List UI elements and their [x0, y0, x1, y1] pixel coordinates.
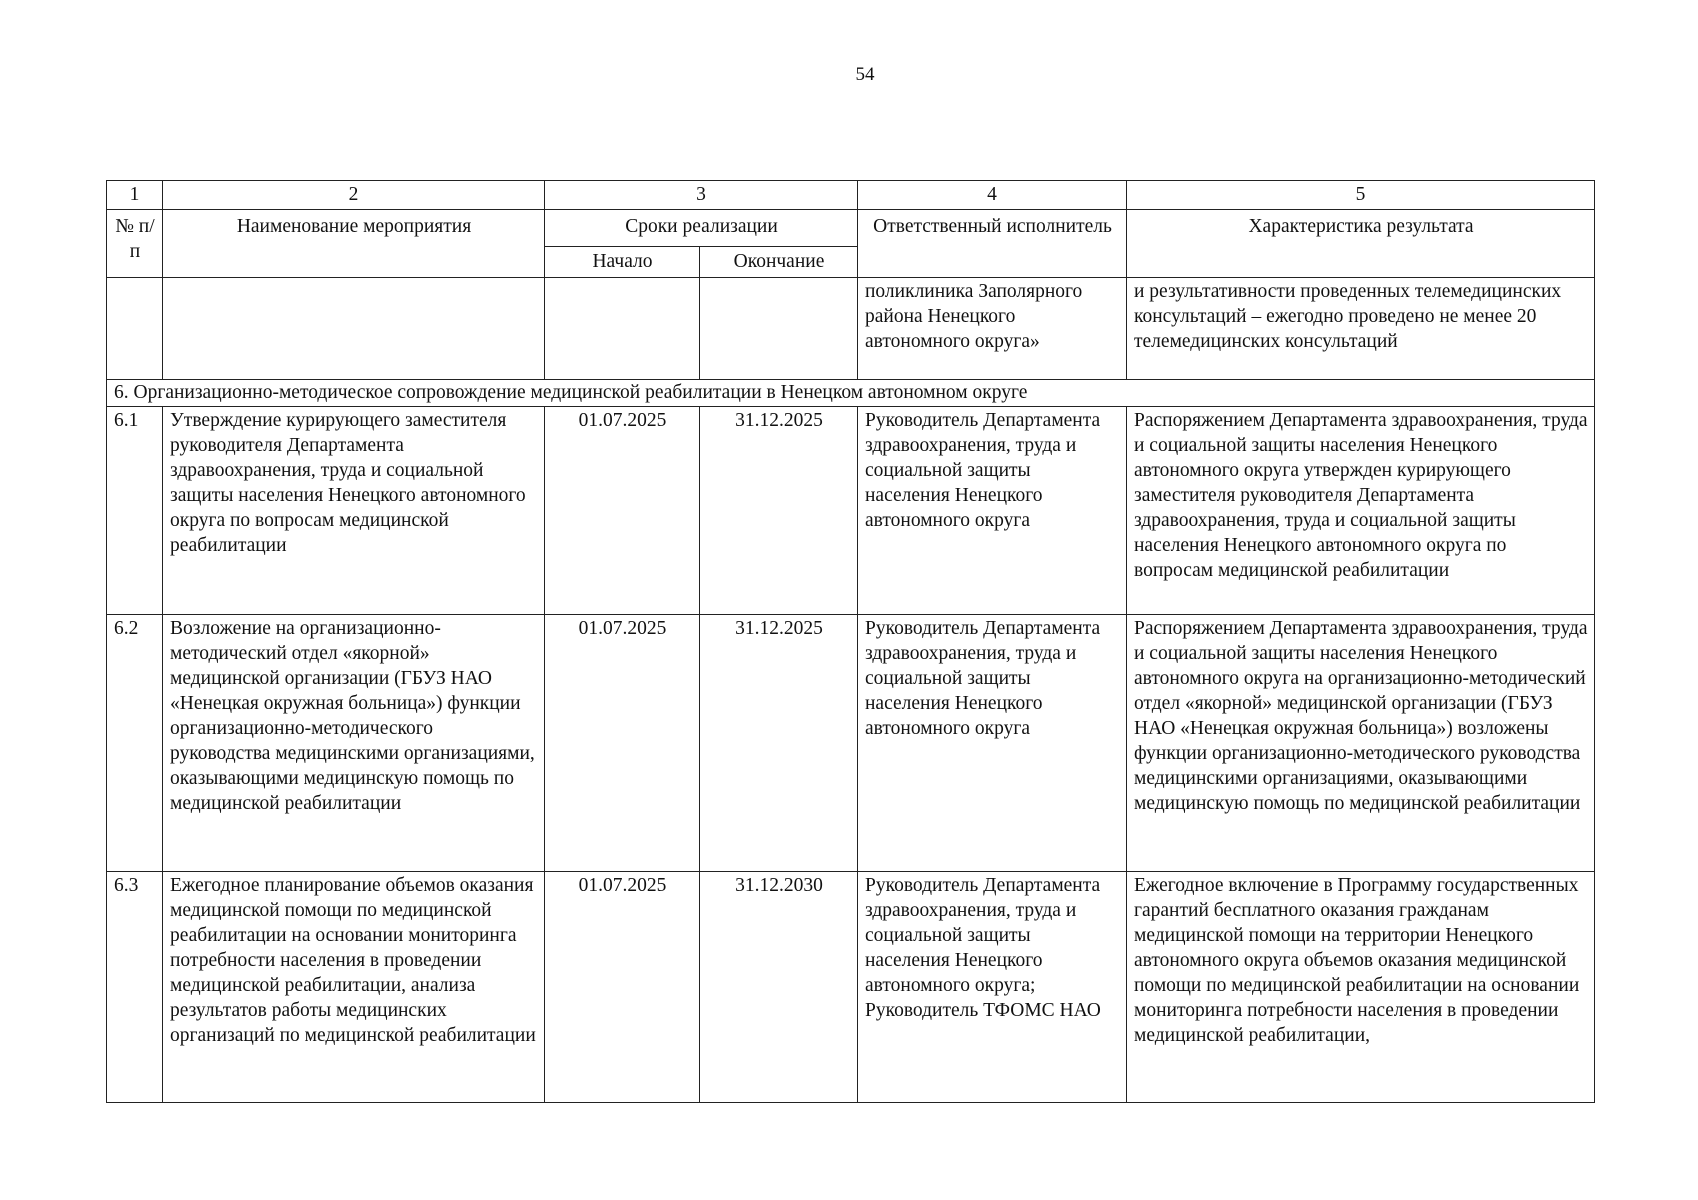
cell-responsible: Руководитель Департамента здравоохранения, труда и социальной защиты населения Ненецкого автономного округа; Руководитель ТФОМС НАО — [858, 872, 1127, 1103]
column-number-1: 1 — [107, 181, 163, 210]
cell-start: 01.07.2025 — [545, 872, 700, 1103]
cell-end: 31.12.2025 — [700, 407, 858, 615]
cell-result: и результативности проведенных телемедицинских консультаций – ежегодно проведено не менее 20 телемедицинских консультаций — [1127, 278, 1595, 380]
header-row — [107, 210, 1595, 247]
cell-responsible: поликлиника Заполярного района Ненецкого автономного округа» — [858, 278, 1127, 380]
activities-table — [106, 180, 1595, 1103]
cell-result: Распоряжением Департамента здравоохранения, труда и социальной защиты населения Ненецкого автономного округа утвержден курирующего заместителя руководителя Департамента здравоохранения, труда и социальной защиты населения Ненецкого автономного округа по вопросам медицинской реабилитации — [1127, 407, 1595, 615]
header-num: № п/п — [107, 210, 163, 278]
cell-end: 31.12.2025 — [700, 615, 858, 872]
table-row-continuation — [107, 278, 1595, 380]
cell-name: Ежегодное планирование объемов оказания медицинской помощи по медицинской реабилитации на основании мониторинга потребности населения в проведении медицинской реабилитации, анализа результатов работы медицинских организаций по медицинской реабилитации — [163, 872, 545, 1103]
cell-start — [545, 278, 700, 380]
cell-start: 01.07.2025 — [545, 615, 700, 872]
table-row — [107, 407, 1595, 615]
cell-end: 31.12.2030 — [700, 872, 858, 1103]
cell-num: 6.3 — [107, 872, 163, 1103]
header-result: Характеристика результата — [1127, 210, 1595, 278]
page-number: 54 — [855, 64, 875, 85]
cell-responsible: Руководитель Департамента здравоохранения, труда и социальной защиты населения Ненецкого автономного округа — [858, 407, 1127, 615]
section-title: 6. Организационно-методическое сопровождение медицинской реабилитации в Ненецком автономном округе — [107, 380, 1595, 407]
cell-num: 6.1 — [107, 407, 163, 615]
table-row — [107, 872, 1595, 1103]
column-number-4: 4 — [858, 181, 1127, 210]
header-period: Сроки реализации — [545, 210, 858, 247]
cell-num — [107, 278, 163, 380]
column-number-2: 2 — [163, 181, 545, 210]
section-row — [107, 380, 1595, 407]
cell-start: 01.07.2025 — [545, 407, 700, 615]
column-number-row — [107, 181, 1595, 210]
header-end: Окончание — [700, 247, 858, 278]
cell-name — [163, 278, 545, 380]
cell-name: Возложение на организационно-методический отдел «якорной» медицинской организации (ГБУЗ НАО «Ненецкая окружная больница») функции организационно-методического руководства медицинскими организациями, оказывающими медицинскую помощь по медицинской реабилитации — [163, 615, 545, 872]
cell-name: Утверждение курирующего заместителя руководителя Департамента здравоохранения, труда и социальной защиты населения Ненецкого автономного округа по вопросам медицинской реабилитации — [163, 407, 545, 615]
header-name: Наименование мероприятия — [163, 210, 545, 278]
cell-responsible: Руководитель Департамента здравоохранения, труда и социальной защиты населения Ненецкого автономного округа — [858, 615, 1127, 872]
cell-num: 6.2 — [107, 615, 163, 872]
cell-result: Ежегодное включение в Программу государственных гарантий бесплатного оказания гражданам медицинской помощи на территории Ненецкого автономного округа объемов оказания медицинской помощи по медицинской реабилитации на основании мониторинга потребности населения в проведении медицинской реабилитации, — [1127, 872, 1595, 1103]
column-number-5: 5 — [1127, 181, 1595, 210]
cell-end — [700, 278, 858, 380]
header-responsible: Ответственный исполнитель — [858, 210, 1127, 278]
cell-result: Распоряжением Департамента здравоохранения, труда и социальной защиты населения Ненецкого автономного округа на организационно-методический отдел «якорной» медицинской организации (ГБУЗ НАО «Ненецкая окружная больница») возложены функции организационно-методического руководства медицинскими организациями, оказывающими медицинскую помощь по медицинской реабилитации — [1127, 615, 1595, 872]
table-row — [107, 615, 1595, 872]
column-number-3: 3 — [545, 181, 858, 210]
header-start: Начало — [545, 247, 700, 278]
